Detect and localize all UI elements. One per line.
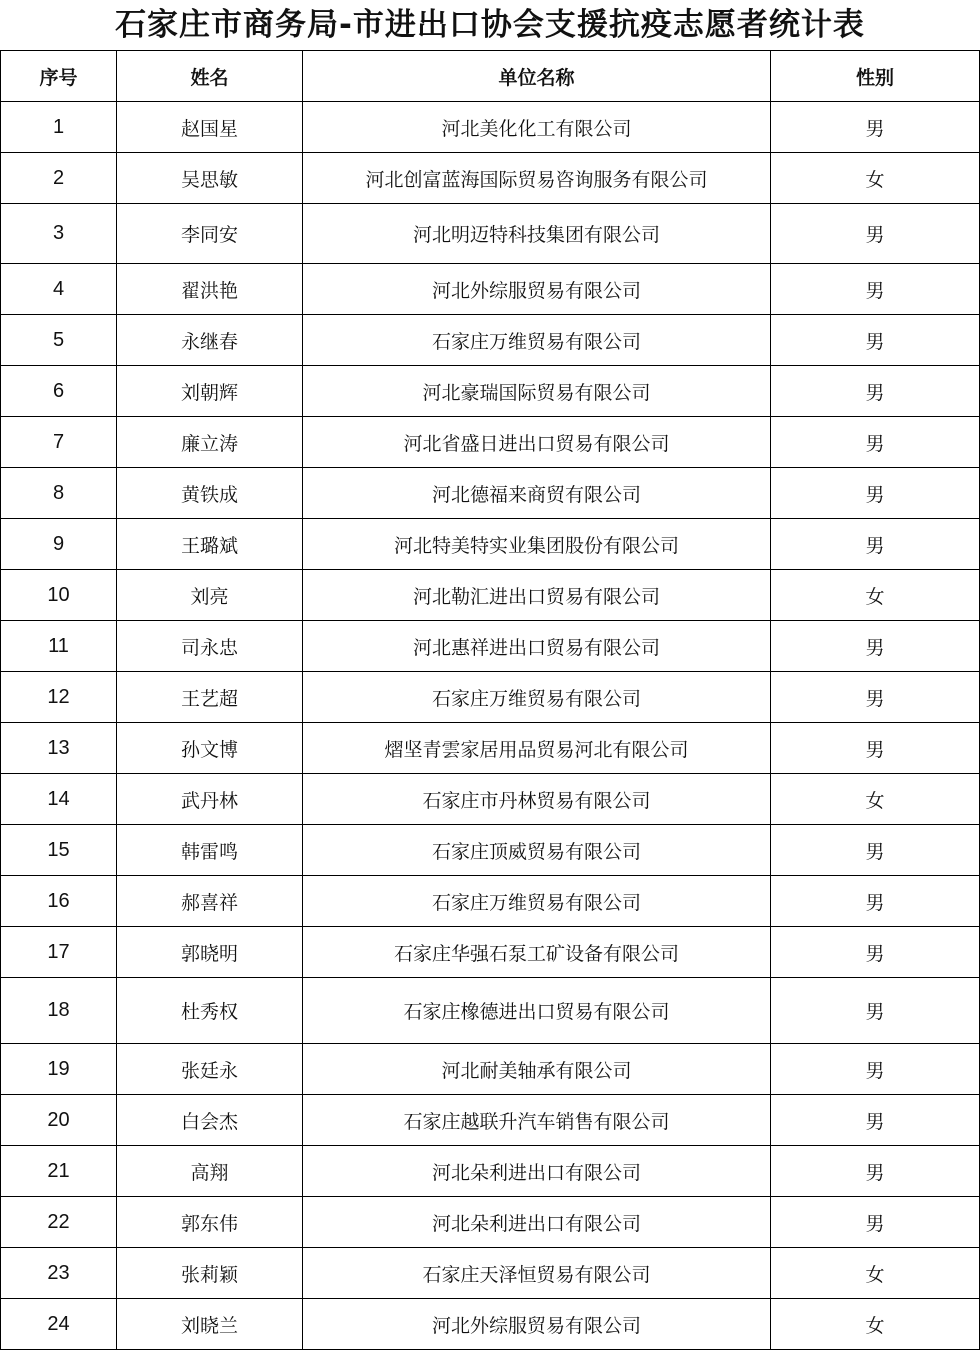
row-name: 廉立涛	[117, 417, 303, 468]
table-row	[1, 927, 980, 978]
row-index: 10	[1, 570, 117, 621]
row-organization: 石家庄越联升汽车销售有限公司	[303, 1095, 771, 1146]
row-index: 17	[1, 927, 117, 978]
row-name: 黄铁成	[117, 468, 303, 519]
row-name: 李同安	[117, 204, 303, 264]
row-index: 18	[1, 978, 117, 1044]
row-index: 3	[1, 204, 117, 264]
header-gender: 性别	[771, 51, 980, 102]
table-row	[1, 723, 980, 774]
row-index: 11	[1, 621, 117, 672]
table-row	[1, 417, 980, 468]
table-row	[1, 876, 980, 927]
row-organization: 河北惠祥进出口贸易有限公司	[303, 621, 771, 672]
row-name: 白会杰	[117, 1095, 303, 1146]
row-organization: 河北省盛日进出口贸易有限公司	[303, 417, 771, 468]
row-index: 13	[1, 723, 117, 774]
row-name: 刘晓兰	[117, 1299, 303, 1350]
row-gender: 男	[771, 723, 980, 774]
row-organization: 河北明迈特科技集团有限公司	[303, 204, 771, 264]
row-gender: 女	[771, 153, 980, 204]
row-organization: 河北德福来商贸有限公司	[303, 468, 771, 519]
table-row	[1, 519, 980, 570]
row-gender: 男	[771, 672, 980, 723]
row-index: 9	[1, 519, 117, 570]
row-index: 19	[1, 1044, 117, 1095]
row-index: 12	[1, 672, 117, 723]
row-organization: 石家庄橡德进出口贸易有限公司	[303, 978, 771, 1044]
row-name: 孙文博	[117, 723, 303, 774]
row-gender: 男	[771, 264, 980, 315]
row-organization: 石家庄万维贸易有限公司	[303, 876, 771, 927]
row-index: 22	[1, 1197, 117, 1248]
volunteer-table	[0, 50, 980, 1350]
table-row	[1, 621, 980, 672]
table-row	[1, 366, 980, 417]
row-name: 王璐斌	[117, 519, 303, 570]
row-organization: 石家庄市丹林贸易有限公司	[303, 774, 771, 825]
row-organization: 河北特美特实业集团股份有限公司	[303, 519, 771, 570]
row-name: 刘亮	[117, 570, 303, 621]
row-gender: 男	[771, 1095, 980, 1146]
row-organization: 河北朵利进出口有限公司	[303, 1197, 771, 1248]
table-row	[1, 1197, 980, 1248]
row-index: 14	[1, 774, 117, 825]
row-gender: 男	[771, 417, 980, 468]
row-name: 郭东伟	[117, 1197, 303, 1248]
row-index: 1	[1, 102, 117, 153]
row-name: 郝喜祥	[117, 876, 303, 927]
row-organization: 河北创富蓝海国际贸易咨询服务有限公司	[303, 153, 771, 204]
row-gender: 男	[771, 621, 980, 672]
table-row	[1, 1044, 980, 1095]
row-name: 杜秀权	[117, 978, 303, 1044]
row-index: 5	[1, 315, 117, 366]
row-name: 张莉颖	[117, 1248, 303, 1299]
row-organization: 石家庄顶威贸易有限公司	[303, 825, 771, 876]
row-gender: 女	[771, 774, 980, 825]
row-organization: 河北外综服贸易有限公司	[303, 264, 771, 315]
row-organization: 河北外综服贸易有限公司	[303, 1299, 771, 1350]
table-body	[1, 102, 980, 1350]
row-organization: 河北美化化工有限公司	[303, 102, 771, 153]
table-row	[1, 204, 980, 264]
row-name: 吴思敏	[117, 153, 303, 204]
sheet-title: 石家庄市商务局-市进出口协会支援抗疫志愿者统计表	[115, 7, 865, 43]
row-name: 王艺超	[117, 672, 303, 723]
row-index: 21	[1, 1146, 117, 1197]
row-gender: 男	[771, 978, 980, 1044]
row-index: 4	[1, 264, 117, 315]
row-index: 23	[1, 1248, 117, 1299]
row-gender: 男	[771, 315, 980, 366]
row-name: 高翔	[117, 1146, 303, 1197]
header-row	[1, 51, 980, 102]
row-organization: 石家庄万维贸易有限公司	[303, 672, 771, 723]
table-row	[1, 264, 980, 315]
row-name: 韩雷鸣	[117, 825, 303, 876]
row-name: 武丹林	[117, 774, 303, 825]
row-organization: 河北朵利进出口有限公司	[303, 1146, 771, 1197]
row-organization: 熠坚青雲家居用品贸易河北有限公司	[303, 723, 771, 774]
row-gender: 男	[771, 468, 980, 519]
table-row	[1, 468, 980, 519]
row-name: 张廷永	[117, 1044, 303, 1095]
row-gender: 男	[771, 1044, 980, 1095]
header-index: 序号	[1, 51, 117, 102]
row-gender: 男	[771, 1146, 980, 1197]
row-name: 赵国星	[117, 102, 303, 153]
row-name: 刘朝辉	[117, 366, 303, 417]
row-gender: 男	[771, 1197, 980, 1248]
row-organization: 石家庄天泽恒贸易有限公司	[303, 1248, 771, 1299]
table-row	[1, 774, 980, 825]
table-row	[1, 1095, 980, 1146]
row-gender: 男	[771, 204, 980, 264]
table-row	[1, 570, 980, 621]
row-index: 8	[1, 468, 117, 519]
row-gender: 女	[771, 1299, 980, 1350]
header-name: 姓名	[117, 51, 303, 102]
table-row	[1, 1299, 980, 1350]
row-organization: 河北豪瑞国际贸易有限公司	[303, 366, 771, 417]
row-gender: 男	[771, 825, 980, 876]
row-gender: 男	[771, 927, 980, 978]
table-row	[1, 978, 980, 1044]
row-index: 6	[1, 366, 117, 417]
row-name: 翟洪艳	[117, 264, 303, 315]
header-organization: 单位名称	[303, 51, 771, 102]
row-name: 郭晓明	[117, 927, 303, 978]
row-name: 永继春	[117, 315, 303, 366]
row-index: 16	[1, 876, 117, 927]
row-organization: 河北勒汇进出口贸易有限公司	[303, 570, 771, 621]
row-index: 2	[1, 153, 117, 204]
table-row	[1, 1248, 980, 1299]
row-organization: 石家庄华强石泵工矿设备有限公司	[303, 927, 771, 978]
row-organization: 石家庄万维贸易有限公司	[303, 315, 771, 366]
row-index: 7	[1, 417, 117, 468]
row-index: 20	[1, 1095, 117, 1146]
table-row	[1, 153, 980, 204]
row-gender: 女	[771, 570, 980, 621]
row-name: 司永忠	[117, 621, 303, 672]
row-index: 24	[1, 1299, 117, 1350]
row-organization: 河北耐美轴承有限公司	[303, 1044, 771, 1095]
table-row	[1, 315, 980, 366]
row-gender: 男	[771, 102, 980, 153]
table-row	[1, 1146, 980, 1197]
row-gender: 男	[771, 366, 980, 417]
row-gender: 男	[771, 519, 980, 570]
row-index: 15	[1, 825, 117, 876]
table-row	[1, 825, 980, 876]
row-gender: 女	[771, 1248, 980, 1299]
table-row	[1, 672, 980, 723]
row-gender: 男	[771, 876, 980, 927]
table-row	[1, 102, 980, 153]
